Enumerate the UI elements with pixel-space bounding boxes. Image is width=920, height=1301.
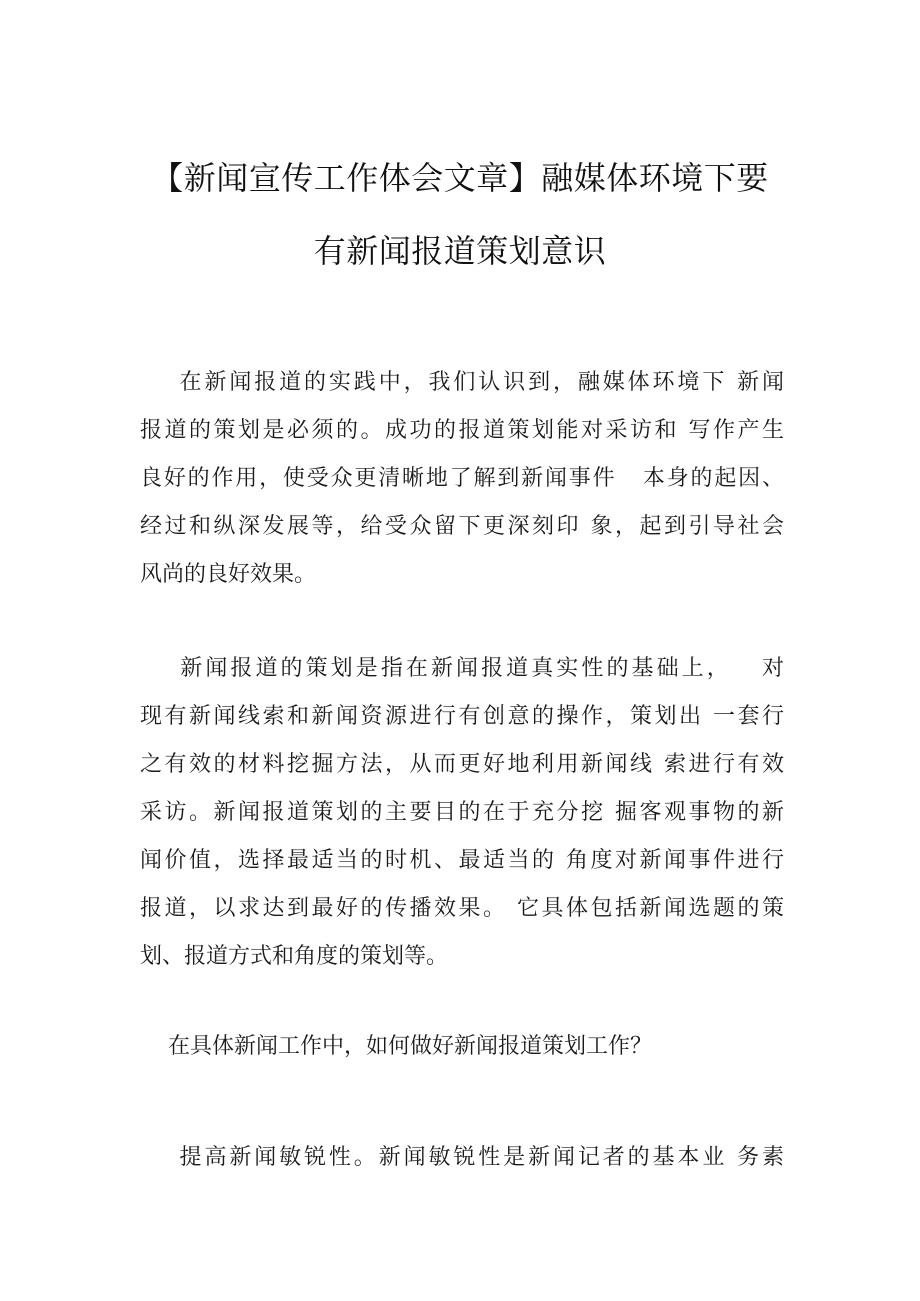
paragraph-line: 采访。新闻报道策划的主要目的在于充分挖 掘客观事物的新 bbox=[140, 800, 784, 825]
paragraph-3 bbox=[140, 1023, 784, 1071]
paragraph-line: 良好的作用，使受众更清晰地了解到新闻事件 本身的起因、 bbox=[140, 466, 784, 491]
paragraph-line: 报道，以求达到最好的传播效果。 它具体包括新闻选题的策 bbox=[140, 896, 784, 921]
document-title-line-2: 有新闻报道策划意识 bbox=[313, 232, 607, 270]
paragraph-4 bbox=[140, 1134, 784, 1182]
paragraph-line: 提高新闻敏锐性。新闻敏锐性是新闻记者的基本业 务素 bbox=[140, 1145, 784, 1170]
paragraph-line: 报道的策划是必须的。成功的报道策划能对采访和 写作产生 bbox=[140, 418, 784, 443]
paragraph-line: 新闻报道的策划是指在新闻报道真实性的基础上， 对 bbox=[140, 656, 784, 681]
paragraph-2 bbox=[140, 645, 784, 981]
paragraph-line: 风尚的良好效果。 bbox=[140, 562, 317, 587]
paragraph-1 bbox=[140, 359, 784, 599]
paragraph-line: 在具体新闻工作中，如何做好新闻报道策划工作？ bbox=[140, 1034, 652, 1059]
paragraph-line: 划、报道方式和角度的策划等。 bbox=[140, 944, 449, 969]
document-title-line-1: 【新闻宣传工作体会文章】融媒体环境下要 bbox=[151, 159, 769, 197]
paragraph-line: 之有效的材料挖掘方法，从而更好地利用新闻线 索进行有效 bbox=[140, 752, 784, 777]
paragraph-line: 在新闻报道的实践中，我们认识到，融媒体环境下 新闻 bbox=[140, 370, 784, 395]
paragraph-line: 经过和纵深发展等，给受众留下更深刻印 象，起到引导社会 bbox=[140, 514, 784, 539]
paragraph-line: 现有新闻线索和新闻资源进行有创意的操作，策划出 一套行 bbox=[140, 704, 784, 729]
paragraph-line: 闻价值，选择最适当的时机、最适当的 角度对新闻事件进行 bbox=[140, 848, 784, 873]
